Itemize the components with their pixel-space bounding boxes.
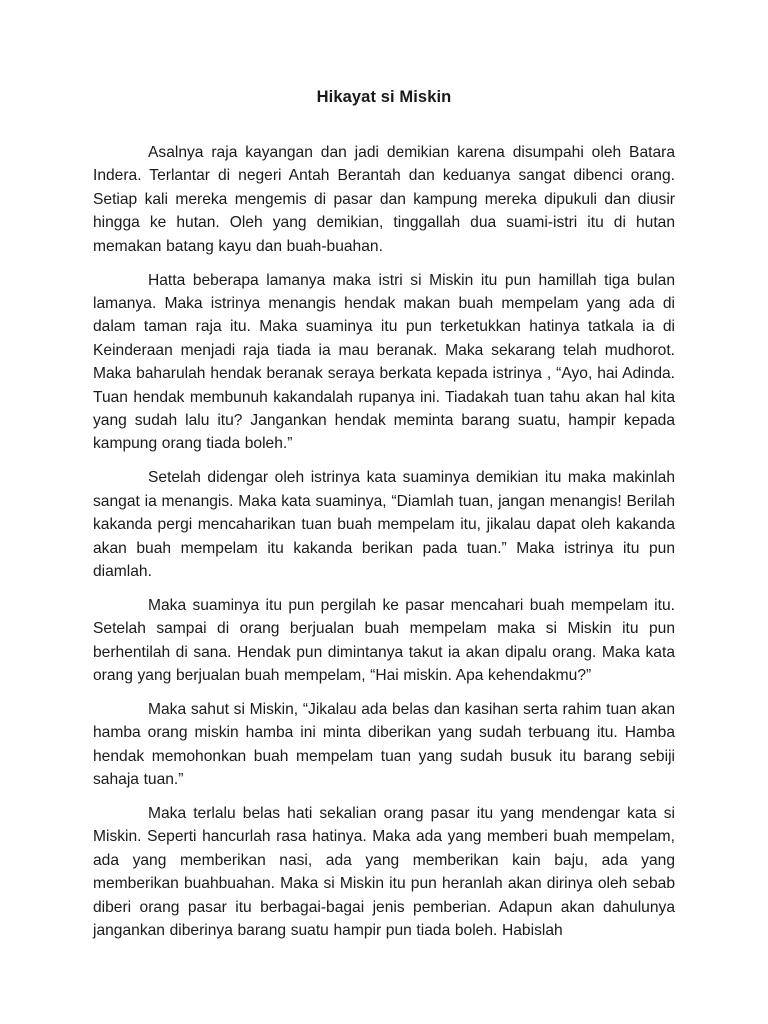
paragraph-5: Maka sahut si Miskin, “Jikalau ada belas dan kasihan serta rahim tuan akan hamba orang miskin hamba ini minta diberikan yang sudah terbuang itu. Hamba hendak memohonkan buah mempelam tuan yang sudah busuk itu barang sebiji sahaja tuan.” (93, 700, 675, 789)
paragraph-3: Setelah didengar oleh istrinya kata suaminya demikian itu maka makinlah sangat ia menangis. Maka kata suaminya, “Diamlah tuan, jangan menangis! Berilah kakanda pergi mencaharikan tuan buah mempelam itu, jikalau dapat oleh kakanda akan buah mempelam itu kakanda berikan pada tuan.” Maka istrinya itu pun diamlah. (93, 469, 675, 580)
paragraph-6: Maka terlalu belas hati sekalian orang pasar itu yang mendengar kata si Miskin. Seperti hancurlah rasa hatinya. Maka ada yang memberi buah mempelam, ada yang memberikan nasi, ada yang memberikan kain baju, ada yang memberikan buahbuahan. Maka si Miskin itu pun heranlah akan dirinya oleh sebab diberi orang pasar itu berbagai-bagai jenis pemberian. Adapun akan dahulunya jangankan diberinya barang suatu hampir pun tiada boleh. Habislah (93, 805, 675, 940)
paragraph-1: Asalnya raja kayangan dan jadi demikian karena disumpahi oleh Batara Indera. Terlantar di negeri Antah Berantah dan keduanya sangat dibenci orang. Setiap kali mereka mengemis di pasar dan kampung mereka dipukuli dan diusir hingga ke hutan. Oleh yang demikian, tinggallah dua suami-istri itu di hutan memakan batang kayu dan buah-buahan. (93, 144, 675, 255)
paragraph-4: Maka suaminya itu pun pergilah ke pasar mencahari buah mempelam itu. Setelah sampai di orang berjualan buah mempelam maka si Miskin itu pun berhentilah di sana. Hendak pun dimintanya takut ia akan dipalu orang. Maka kata orang yang berjualan buah mempelam, “Hai miskin. Apa kehendakmu?” (93, 596, 675, 685)
document-page (93, 88, 675, 953)
document-title: Hikayat si Miskin (316, 88, 452, 106)
paragraph-2: Hatta beberapa lamanya maka istri si Miskin itu pun hamillah tiga bulan lamanya. Maka istrinya menangis hendak makan buah mempelam yang ada di dalam taman raja itu. Maka suaminya itu pun terketukkan hatinya tatkala ia di Keinderaan menjadi raja tiada ia mau beranak. Maka sekarang telah mudhorot. Maka baharulah hendak beranak seraya berkata kepada istrinya , “Ayo, hai Adinda. Tuan hendak membunuh kakandalah rupanya ini. Tiadakah tuan tahu akan hal kita yang sudah lalu itu? Jangankan hendak meminta barang suatu, hampir kepada kampung orang tiada boleh.” (93, 271, 675, 453)
